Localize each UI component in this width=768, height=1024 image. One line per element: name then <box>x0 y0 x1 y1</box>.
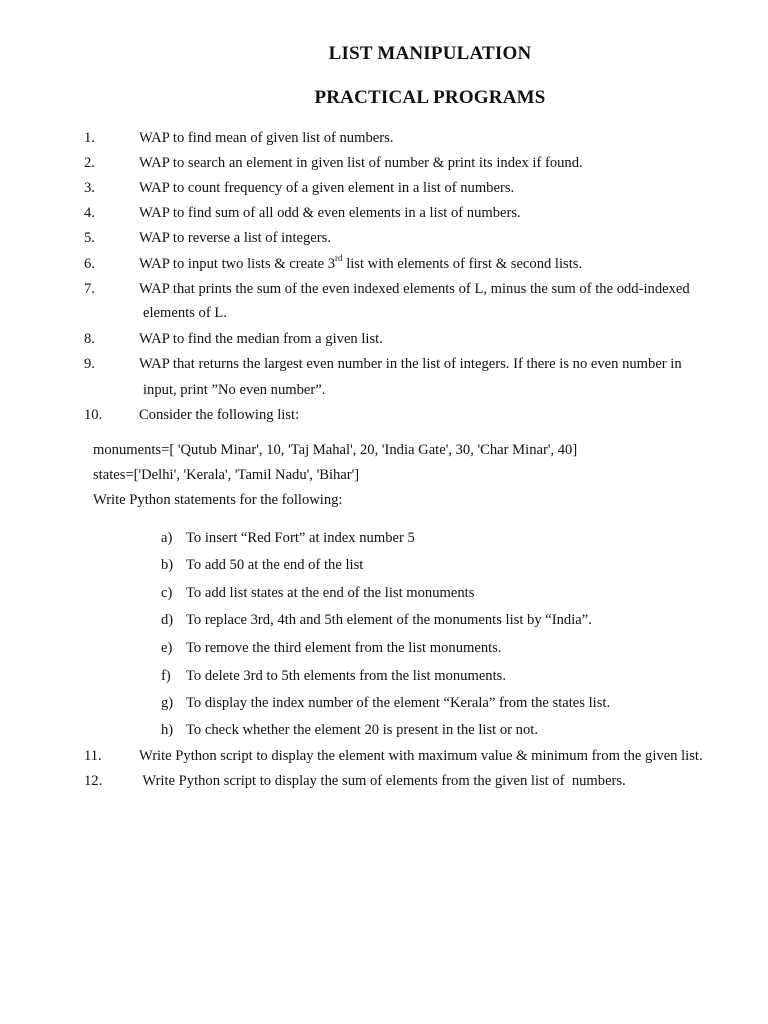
item-text: WAP to reverse a list of integers. <box>139 230 331 246</box>
item-text: WAP that returns the largest even number in the list of integers. If there is no even number in <box>139 356 682 372</box>
item-text <box>139 255 582 273</box>
sub-item-letter: b) <box>161 557 174 573</box>
item-text: WAP to find the median from a given list. <box>139 331 383 347</box>
sub-item-text: To delete 3rd to 5th elements from the list monuments. <box>186 668 506 684</box>
item-number: 9. <box>84 356 95 372</box>
item-number: 3. <box>84 180 95 196</box>
page-title: LIST MANIPULATION <box>328 43 532 64</box>
sub-item-text: To add 50 at the end of the list <box>186 557 364 573</box>
sub-item-letter: f) <box>161 668 171 684</box>
sub-item-letter: e) <box>161 640 173 656</box>
sub-item-text: To add list states at the end of the list monuments <box>186 585 475 601</box>
item-number: 7. <box>84 281 95 297</box>
item-text-cont: input, print ”No even number”. <box>143 382 326 398</box>
monuments-list-code: monuments=[ 'Qutub Minar', 10, 'Taj Mahal', 20, 'India Gate', 30, 'Char Minar', 40] <box>93 442 578 458</box>
item-text: WAP to search an element in given list of number & print its index if found. <box>139 155 583 171</box>
item-text: WAP to count frequency of a given element in a list of numbers. <box>139 180 515 196</box>
sub-item-text: To display the index number of the element “Kerala” from the states list. <box>186 695 611 711</box>
item-text: WAP to find mean of given list of numbers. <box>139 130 394 146</box>
item-number: 10. <box>84 407 103 423</box>
superscript: rd <box>335 253 343 264</box>
item-text: Consider the following list: <box>139 407 300 423</box>
sub-item-text: To replace 3rd, 4th and 5th element of the monuments list by “India”. <box>186 612 592 628</box>
states-list-code: states=['Delhi', 'Kerala', 'Tamil Nadu', 'Bihar'] <box>93 467 360 483</box>
item-number: 6. <box>84 256 95 272</box>
item-text-part: list with elements of first & second lists. <box>342 256 583 272</box>
item-number: 11. <box>84 748 102 764</box>
sub-item-letter: c) <box>161 585 173 601</box>
item-number: 8. <box>84 331 95 347</box>
item-number: 12. <box>84 773 103 789</box>
sub-item-letter: d) <box>161 612 174 628</box>
item-text-cont: elements of L. <box>143 305 227 321</box>
sub-item-text: To insert “Red Fort” at index number 5 <box>186 530 415 546</box>
item-number: 5. <box>84 230 95 246</box>
item-number: 4. <box>84 205 95 221</box>
item-number: 1. <box>84 130 95 146</box>
item-text: WAP to find sum of all odd & even elements in a list of numbers. <box>139 205 521 221</box>
sub-item-letter: a) <box>161 530 173 546</box>
item-text: Write Python script to display the sum of elements from the given list of numbers. <box>139 773 626 789</box>
page-subtitle: PRACTICAL PROGRAMS <box>314 87 546 108</box>
sub-item-letter: h) <box>161 722 174 738</box>
sub-item-letter: g) <box>161 695 174 711</box>
item-text-part: WAP to input two lists & create 3 <box>139 256 336 272</box>
instruction-text: Write Python statements for the following: <box>93 492 343 508</box>
sub-item-text: To check whether the element 20 is present in the list or not. <box>186 722 538 738</box>
item-text: Write Python script to display the element with maximum value & minimum from the given list. <box>139 748 703 764</box>
item-text: WAP that prints the sum of the even indexed elements of L, minus the sum of the odd-indexed <box>139 281 690 297</box>
sub-item-text: To remove the third element from the list monuments. <box>186 640 502 656</box>
item-number: 2. <box>84 155 95 171</box>
